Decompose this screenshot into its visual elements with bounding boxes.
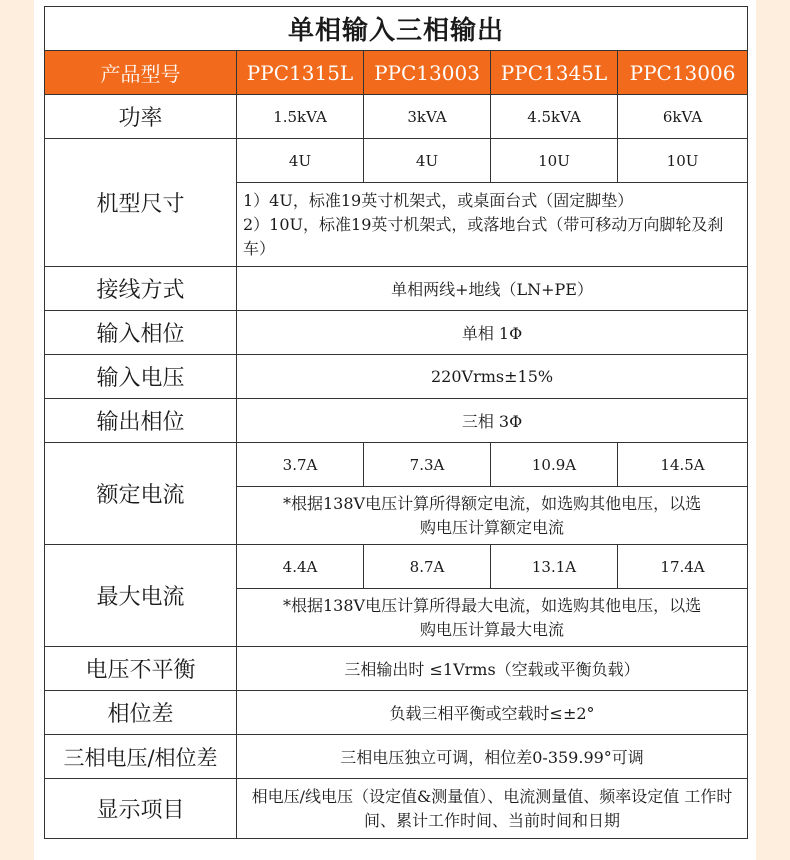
max-current-3: 13.1A: [491, 545, 618, 589]
table-title: 单相输入三相输出: [45, 7, 748, 51]
wiring-row: [45, 267, 748, 311]
size-label: 机型尺寸: [45, 139, 237, 267]
model-3: PPC1345L: [491, 51, 618, 95]
size-value-4: 10U: [618, 139, 748, 183]
power-value-2: 3kVA: [364, 95, 491, 139]
max-current-note: *根据138V电压计算所得最大电流，如选购其他电压，以选购电压计算最大电流: [237, 589, 748, 647]
power-value-1: 1.5kVA: [237, 95, 364, 139]
power-value-3: 4.5kVA: [491, 95, 618, 139]
wiring-label: 接线方式: [45, 267, 237, 311]
display-label: 显示项目: [45, 779, 237, 839]
rated-current-note: *根据138V电压计算所得额定电流，如选购其他电压，以选购电压计算额定电流: [237, 487, 748, 545]
adjust-value: 三相电压独立可调，相位差0-359.99°可调: [237, 735, 748, 779]
output-phase-label: 输出相位: [45, 399, 237, 443]
phase-diff-row: [45, 691, 748, 735]
model-4: PPC13006: [618, 51, 748, 95]
model-label: 产品型号: [45, 51, 237, 95]
size-value-2: 4U: [364, 139, 491, 183]
input-voltage-label: 输入电压: [45, 355, 237, 399]
unbalance-label: 电压不平衡: [45, 647, 237, 691]
rated-current-3: 10.9A: [491, 443, 618, 487]
adjust-row: [45, 735, 748, 779]
phase-diff-value: 负载三相平衡或空载时≤±2°: [237, 691, 748, 735]
size-value-1: 4U: [237, 139, 364, 183]
display-value: 相电压/线电压（设定值&测量值）、电流测量值、频率设定值 工作时间、累计工作时间、当前时间和日期: [237, 779, 748, 839]
model-2: PPC13003: [364, 51, 491, 95]
max-current-4: 17.4A: [618, 545, 748, 589]
power-label: 功率: [45, 95, 237, 139]
rated-current-row: [45, 443, 748, 487]
input-voltage-value: 220Vrms±15%: [237, 355, 748, 399]
header-row: [45, 51, 748, 95]
title-row: [45, 7, 748, 51]
max-current-row: [45, 545, 748, 589]
display-row: [45, 779, 748, 839]
power-row: [45, 95, 748, 139]
phase-diff-label: 相位差: [45, 691, 237, 735]
max-current-2: 8.7A: [364, 545, 491, 589]
output-phase-row: [45, 399, 748, 443]
input-voltage-row: [45, 355, 748, 399]
size-note-1: 1）4U，标准19英寸机架式，或桌面台式（固定脚垫）: [243, 190, 634, 210]
input-phase-value: 单相 1Φ: [237, 311, 748, 355]
input-phase-label: 输入相位: [45, 311, 237, 355]
output-phase-value: 三相 3Φ: [237, 399, 748, 443]
rated-current-4: 14.5A: [618, 443, 748, 487]
size-row: [45, 139, 748, 183]
adjust-label: 三相电压/相位差: [45, 735, 237, 779]
unbalance-value: 三相输出时 ≤1Vrms（空载或平衡负载）: [237, 647, 748, 691]
rated-current-2: 7.3A: [364, 443, 491, 487]
power-value-4: 6kVA: [618, 95, 748, 139]
rated-current-label: 额定电流: [45, 443, 237, 545]
rated-current-1: 3.7A: [237, 443, 364, 487]
size-note: [237, 183, 748, 267]
model-1: PPC1315L: [237, 51, 364, 95]
size-value-3: 10U: [491, 139, 618, 183]
wiring-value: 单相两线+地线（LN+PE）: [237, 267, 748, 311]
max-current-1: 4.4A: [237, 545, 364, 589]
input-phase-row: [45, 311, 748, 355]
max-current-label: 最大电流: [45, 545, 237, 647]
unbalance-row: [45, 647, 748, 691]
spec-table: [44, 6, 748, 839]
size-note-2: 2）10U，标准19英寸机架式，或落地台式（带可移动万向脚轮及刹车）: [243, 214, 724, 258]
spec-sheet: [34, 0, 756, 860]
